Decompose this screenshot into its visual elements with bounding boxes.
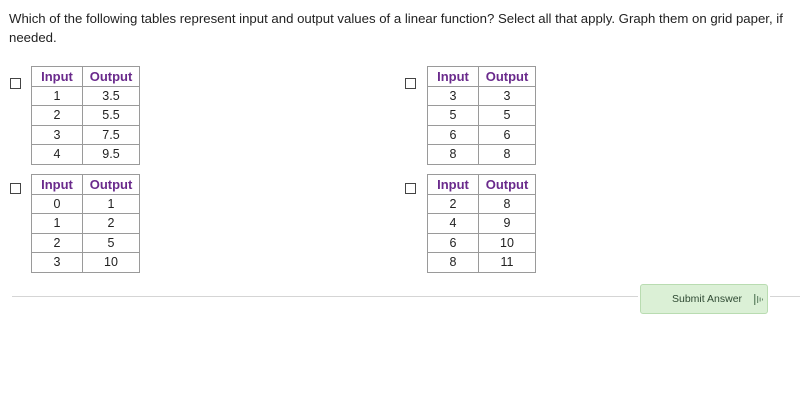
output-cell: 6 bbox=[479, 125, 536, 145]
table-row bbox=[32, 125, 140, 145]
table-row bbox=[428, 106, 536, 126]
output-cell: 3 bbox=[479, 86, 536, 106]
table-header-output: Output bbox=[83, 67, 140, 87]
output-cell: 1 bbox=[83, 194, 140, 214]
submit-answer-label: Submit Answer bbox=[672, 293, 743, 305]
table-header-output: Output bbox=[479, 67, 536, 87]
input-cell: 8 bbox=[428, 145, 479, 165]
input-cell: 1 bbox=[32, 86, 83, 106]
input-cell: 3 bbox=[32, 125, 83, 145]
option-4-table bbox=[427, 174, 536, 273]
table-row bbox=[428, 145, 536, 165]
output-cell: 8 bbox=[479, 194, 536, 214]
output-cell: 8 bbox=[479, 145, 536, 165]
table-row bbox=[32, 214, 140, 234]
input-cell: 4 bbox=[428, 214, 479, 234]
input-cell: 6 bbox=[428, 125, 479, 145]
option-2-table bbox=[427, 66, 536, 165]
output-cell: 9.5 bbox=[83, 145, 140, 165]
option-4-checkbox[interactable] bbox=[405, 183, 416, 194]
table-header-input: Input bbox=[428, 175, 479, 195]
output-cell: 10 bbox=[479, 233, 536, 253]
table-row bbox=[428, 233, 536, 253]
table-row bbox=[428, 125, 536, 145]
input-cell: 4 bbox=[32, 145, 83, 165]
submit-answer-button[interactable] bbox=[640, 284, 768, 314]
table-row bbox=[32, 145, 140, 165]
option-3-checkbox[interactable] bbox=[10, 183, 21, 194]
output-cell: 2 bbox=[83, 214, 140, 234]
output-cell: 10 bbox=[83, 253, 140, 273]
divider-line-right bbox=[770, 296, 800, 297]
table-row bbox=[32, 86, 140, 106]
input-cell: 3 bbox=[32, 253, 83, 273]
table-row bbox=[32, 106, 140, 126]
output-cell: 5.5 bbox=[83, 106, 140, 126]
output-cell: 11 bbox=[479, 253, 536, 273]
output-cell: 7.5 bbox=[83, 125, 140, 145]
table-row bbox=[428, 194, 536, 214]
table-row bbox=[428, 253, 536, 273]
output-cell: 5 bbox=[83, 233, 140, 253]
option-1-table bbox=[31, 66, 140, 165]
table-row bbox=[32, 253, 140, 273]
table-header-input: Input bbox=[428, 67, 479, 87]
table-row bbox=[32, 194, 140, 214]
option-2-checkbox[interactable] bbox=[405, 78, 416, 89]
input-cell: 8 bbox=[428, 253, 479, 273]
input-cell: 1 bbox=[32, 214, 83, 234]
table-header-input: Input bbox=[32, 175, 83, 195]
option-1-checkbox[interactable] bbox=[10, 78, 21, 89]
input-cell: 6 bbox=[428, 233, 479, 253]
audio-waveform-icon bbox=[754, 293, 764, 306]
output-cell: 5 bbox=[479, 106, 536, 126]
table-header-output: Output bbox=[479, 175, 536, 195]
divider-line bbox=[12, 296, 638, 297]
table-header-output: Output bbox=[83, 175, 140, 195]
table-header-input: Input bbox=[32, 67, 83, 87]
input-cell: 2 bbox=[428, 194, 479, 214]
option-3-table bbox=[31, 174, 140, 273]
table-row bbox=[428, 86, 536, 106]
table-row bbox=[32, 233, 140, 253]
input-cell: 3 bbox=[428, 86, 479, 106]
output-cell: 9 bbox=[479, 214, 536, 234]
table-row bbox=[428, 214, 536, 234]
input-cell: 0 bbox=[32, 194, 83, 214]
question-text: Which of the following tables represent input and output values of a linear function? Select all that apply. Graph them on grid paper, if needed. bbox=[9, 11, 783, 45]
input-cell: 2 bbox=[32, 233, 83, 253]
output-cell: 3.5 bbox=[83, 86, 140, 106]
input-cell: 5 bbox=[428, 106, 479, 126]
input-cell: 2 bbox=[32, 106, 83, 126]
